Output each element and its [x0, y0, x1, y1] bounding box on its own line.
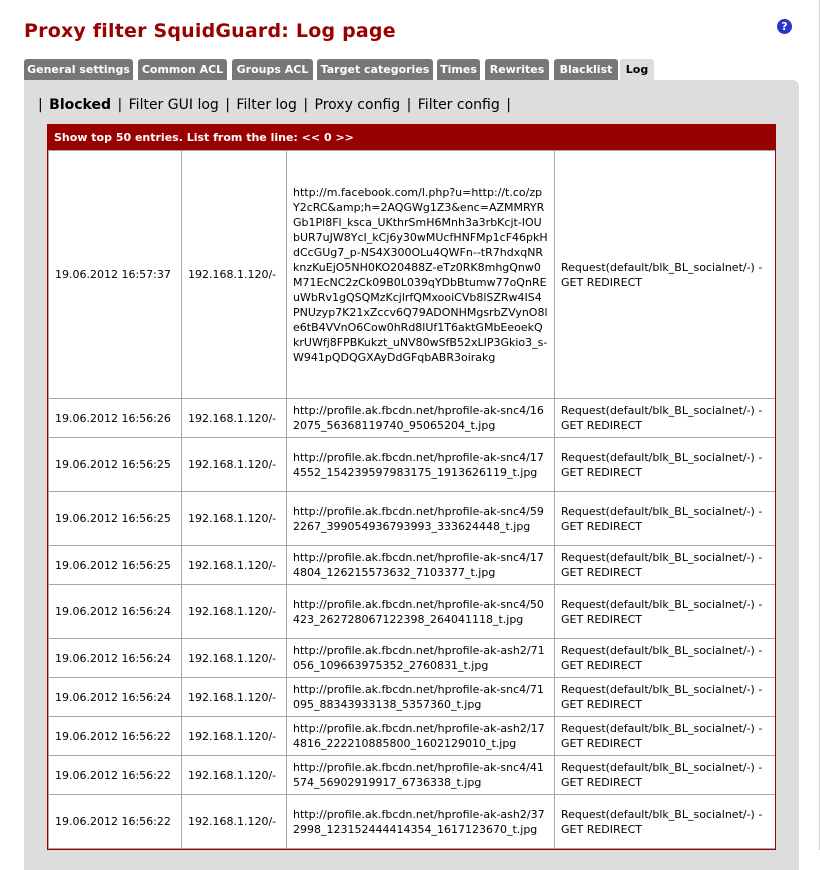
- cell-time: 19.06.2012 16:56:25: [49, 438, 182, 492]
- table-header: [48, 125, 775, 150]
- tab-groups-acl[interactable]: Groups ACL: [232, 59, 313, 80]
- tab-log[interactable]: Log: [620, 59, 654, 80]
- subnav-separator: |: [225, 97, 230, 113]
- table-row: [49, 639, 776, 678]
- cell-url: http://profile.ak.fbcdn.net/hprofile-ak-snc4/162075_56368119740_95065204_t.jpg: [287, 399, 555, 438]
- cell-time: 19.06.2012 16:56:24: [49, 585, 182, 639]
- cell-time: 19.06.2012 16:56:22: [49, 795, 182, 849]
- tab-rewrites[interactable]: Rewrites: [485, 59, 549, 80]
- cell-client: 192.168.1.120/-: [182, 585, 287, 639]
- cell-url: http://profile.ak.fbcdn.net/hprofile-ak-snc4/50423_262728067122398_264041118_t.jpg: [287, 585, 555, 639]
- table-row: [49, 756, 776, 795]
- table-row: [49, 717, 776, 756]
- cell-url: http://profile.ak.fbcdn.net/hprofile-ak-ash2/372998_123152444414354_1617123670_t.jpg: [287, 795, 555, 849]
- blocked-log-table: [48, 125, 775, 849]
- subnav-filter-log[interactable]: Filter log: [236, 97, 297, 113]
- cell-time: 19.06.2012 16:56:22: [49, 717, 182, 756]
- cell-client: 192.168.1.120/-: [182, 795, 287, 849]
- cell-result: Request(default/blk_BL_socialnet/-) - GET REDIRECT: [555, 678, 776, 717]
- subnav-separator: |: [506, 97, 511, 113]
- cell-url: http://profile.ak.fbcdn.net/hprofile-ak-snc4/174552_154239597983175_1913626119_t.jpg: [287, 438, 555, 492]
- cell-result: Request(default/blk_BL_socialnet/-) - GET REDIRECT: [555, 795, 776, 849]
- subnav-filter-gui-log[interactable]: Filter GUI log: [128, 97, 219, 113]
- cell-time: 19.06.2012 16:56:24: [49, 678, 182, 717]
- tab-common-acl[interactable]: Common ACL: [138, 59, 227, 80]
- table-row: [49, 585, 776, 639]
- tab-blacklist[interactable]: Blacklist: [554, 59, 618, 80]
- table-row: [49, 546, 776, 585]
- cell-url: http://profile.ak.fbcdn.net/hprofile-ak-ash2/71056_109663975352_2760831_t.jpg: [287, 639, 555, 678]
- cell-result: Request(default/blk_BL_socialnet/-) - GET REDIRECT: [555, 151, 776, 399]
- cell-result: Request(default/blk_BL_socialnet/-) - GET REDIRECT: [555, 756, 776, 795]
- cell-result: Request(default/blk_BL_socialnet/-) - GET REDIRECT: [555, 639, 776, 678]
- cell-client: 192.168.1.120/-: [182, 756, 287, 795]
- current-line: 0: [323, 131, 332, 144]
- cell-url: http://profile.ak.fbcdn.net/hprofile-ak-snc4/592267_399054936793993_333624448_t.jpg: [287, 492, 555, 546]
- table-row: [49, 438, 776, 492]
- tab-times[interactable]: Times: [437, 59, 480, 80]
- table-row: [49, 795, 776, 849]
- log-subnav: [36, 95, 513, 115]
- next-page-link[interactable]: >>: [335, 131, 354, 144]
- subnav-separator: |: [117, 97, 123, 113]
- cell-url: http://m.facebook.com/l.php?u=http://t.co/zpY2cRC&amp;h=2AQGWg1Z3&enc=AZMMRYRGb1Pl8Fl_ksca_UKthrSmH6Mnh3a3rbKcjt-IOUbUR7uJW8YcI_kCj6y30wMUcfHNFMp1cF46pkHdCcGUg7_p-NS4X300OLu4QWFn--tR7hdxqNRknzKuEjO5NH0KO20488Z-eTz0RK8mhgQnw0M71EcNC2zCk09B0L039qYDbBtumw77oQnREuWbRv1gQSQMzKcjlrfQMxooiCVb8lSZRw4IS4PNUzyp7K21xZccv6Q79ADONHMgsrbZVynO8le6tB4VVnO6Cow0hRd8lUf1T6aktGMbEeoekQkrUWfj8FPBKukzt_uNV80wSfB52xLIP3Gkio3_s-W941pQDQGXAyDdGFqbABR3oirakg: [287, 151, 555, 399]
- cell-client: 192.168.1.120/-: [182, 151, 287, 399]
- cell-time: 19.06.2012 16:56:25: [49, 546, 182, 585]
- table-row: [49, 399, 776, 438]
- table-header-text: Show top 50 entries. List from the line:: [54, 131, 298, 144]
- cell-url: http://profile.ak.fbcdn.net/hprofile-ak-snc4/41574_56902919917_6736338_t.jpg: [287, 756, 555, 795]
- tab-target-categories[interactable]: Target categories: [317, 59, 433, 80]
- cell-result: Request(default/blk_BL_socialnet/-) - GET REDIRECT: [555, 399, 776, 438]
- prev-page-link[interactable]: <<: [301, 131, 321, 144]
- cell-result: Request(default/blk_BL_socialnet/-) - GET REDIRECT: [555, 438, 776, 492]
- subnav-filter-config[interactable]: Filter config: [417, 97, 500, 113]
- cell-url: http://profile.ak.fbcdn.net/hprofile-ak-snc4/71095_88343933138_5357360_t.jpg: [287, 678, 555, 717]
- cell-result: Request(default/blk_BL_socialnet/-) - GET REDIRECT: [555, 717, 776, 756]
- cell-client: 192.168.1.120/-: [182, 717, 287, 756]
- cell-time: 19.06.2012 16:56:25: [49, 492, 182, 546]
- cell-time: 19.06.2012 16:56:24: [49, 639, 182, 678]
- log-table: [48, 150, 776, 849]
- table-row: [49, 151, 776, 399]
- table-row: [49, 492, 776, 546]
- table-row: [49, 678, 776, 717]
- cell-client: 192.168.1.120/-: [182, 678, 287, 717]
- cell-url: http://profile.ak.fbcdn.net/hprofile-ak-snc4/174804_126215573632_7103377_t.jpg: [287, 546, 555, 585]
- cell-time: 19.06.2012 16:56:22: [49, 756, 182, 795]
- subnav-separator: |: [38, 97, 43, 113]
- cell-client: 192.168.1.120/-: [182, 492, 287, 546]
- subnav-proxy-config[interactable]: Proxy config: [314, 97, 401, 113]
- cell-url: http://profile.ak.fbcdn.net/hprofile-ak-ash2/174816_222210885800_1602129010_t.jpg: [287, 717, 555, 756]
- page-title: Proxy filter SquidGuard: Log page: [24, 20, 396, 42]
- cell-client: 192.168.1.120/-: [182, 546, 287, 585]
- subnav-separator: |: [406, 97, 412, 113]
- subnav-blocked[interactable]: Blocked: [49, 97, 112, 113]
- cell-client: 192.168.1.120/-: [182, 639, 287, 678]
- cell-result: Request(default/blk_BL_socialnet/-) - GET REDIRECT: [555, 546, 776, 585]
- help-icon[interactable]: ?: [777, 19, 792, 34]
- tab-general-settings[interactable]: General settings: [24, 59, 133, 80]
- cell-client: 192.168.1.120/-: [182, 438, 287, 492]
- cell-time: 19.06.2012 16:56:26: [49, 399, 182, 438]
- cell-result: Request(default/blk_BL_socialnet/-) - GET REDIRECT: [555, 492, 776, 546]
- cell-result: Request(default/blk_BL_socialnet/-) - GET REDIRECT: [555, 585, 776, 639]
- subnav-separator: |: [303, 97, 309, 113]
- cell-client: 192.168.1.120/-: [182, 399, 287, 438]
- cell-time: 19.06.2012 16:57:37: [49, 151, 182, 399]
